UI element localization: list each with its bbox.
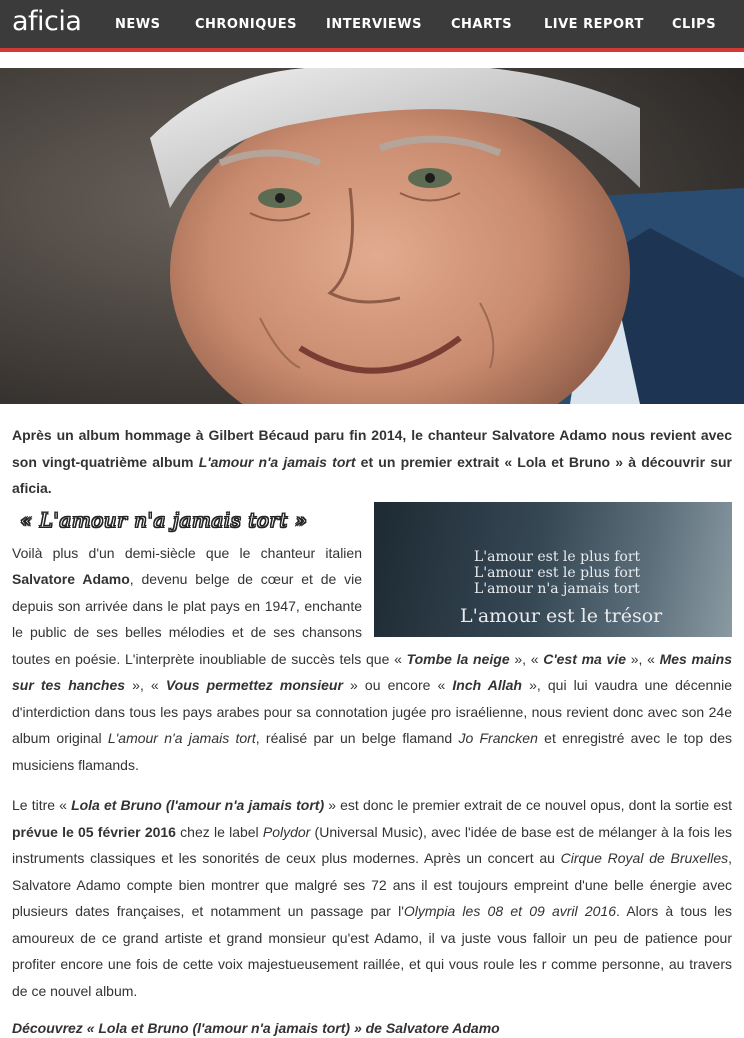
site-logo[interactable]: aficia	[12, 6, 82, 37]
nav-item-live-report[interactable]: LIVE REPORT	[544, 17, 644, 32]
portrait-illustration	[0, 68, 744, 404]
article-subtitle: « L'amour n'a jamais tort »	[20, 507, 308, 532]
article-intro: Après un album hommage à Gilbert Bécaud paru fin 2014, le chanteur Salvatore Adamo nous revient avec son vingt-quatrième album L'amour n'a jamais tort et un premier extrait « Lola et Bruno » à découvrir sur aficia.	[12, 427, 732, 496]
top-navbar	[0, 0, 744, 52]
video-lyric-line: L'amour n'a jamais tort	[474, 580, 640, 597]
nav-item-interviews[interactable]: INTERVIEWS	[326, 17, 422, 32]
nav-item-chroniques[interactable]: CHRONIQUES	[195, 17, 298, 32]
nav-item-charts[interactable]: CHARTS	[451, 17, 513, 32]
video-thumbnail[interactable]	[374, 502, 732, 637]
paragraph-spacer	[12, 778, 732, 792]
discover-video-link[interactable]: Découvrez « Lola et Bruno (l'amour n'a jamais tort) » de Salvatore Adamo	[12, 1020, 500, 1036]
video-lyric-line: L'amour est le plus fort	[474, 548, 641, 565]
article-paragraph: Le titre « Lola et Bruno (l'amour n'a jamais tort) » est donc le premier extrait de ce nouvel opus, dont la sortie est prévue le 05 février 2016 chez le label Polydor (Universal Music), avec l'idée de base est de mélanger à la fois les instruments classiques et les sonorités de ceux plus modernes. Après un concert au Cirque Royal de Bruxelles, Salvatore Adamo compte bien montrer que malgré ses 72 ans il est toujours empreint d'une belle énergie avec plusieurs dates françaises, et notamment un passage par l'Olympia les 08 et 09 avril 2016. Alors à tous les amoureux de ce grand artiste et grand monsieur qu'est Adamo, il va juste vous falloir un peu de patience pour profiter encore une fois de cette voix majestueusement raillée, et qui vous roule les r comme personne, au travers de ce nouvel album.	[12, 797, 732, 999]
video-lyric-line: L'amour est le plus fort	[474, 564, 641, 581]
nav-item-clips[interactable]: CLIPS	[672, 17, 717, 32]
article-paragraph: Voilà plus d'un demi-siècle que le chanteur italien Salvatore Adamo, devenu belge de cœur et de vie depuis son arrivée dans le plat pays en 1947, enchante le public de ses belles mélodies et de ses chansons toutes en poésie. L'interprète inoubliable de succès tels que « Tombe la neige », « C'est ma vie », « Mes mains sur tes hanches », « Vous permettez monsieur » ou encore « Inch Allah », qui lui vaudra une décennie d'interdiction dans tous les pays arabes pour sa connotation jugée pro israélienne, nous revient donc avec son 24e album original L'amour n'a jamais tort, réalisé par un belge flamand Jo Francken et enregistré avec le top des musiciens flamands.	[12, 544, 732, 773]
hero-image	[0, 68, 744, 404]
video-lyric-line: L'amour est le trésor	[460, 604, 663, 627]
nav-item-news[interactable]: NEWS	[115, 17, 161, 32]
article-body	[12, 422, 732, 1038]
